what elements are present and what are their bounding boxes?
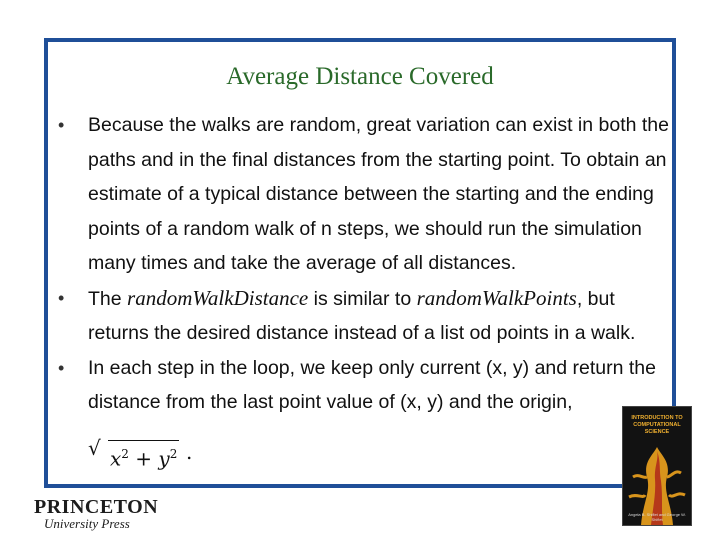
bullet-text-pre: The	[88, 287, 128, 310]
var-x: x	[110, 446, 122, 471]
bullet-dot: •	[58, 287, 65, 308]
bullet-text-mid: is similar to	[308, 287, 417, 310]
bullet-dot: •	[58, 357, 65, 378]
book-authors: Angela B. Shiflet and George W. Shiflet	[628, 512, 686, 522]
publisher-logo-subtitle: University Press	[44, 516, 130, 531]
bullet-item	[56, 281, 676, 351]
bullet-item	[56, 108, 676, 281]
bullet-item	[56, 351, 676, 420]
function-name: randomWalkPoints	[416, 285, 577, 310]
radical-sign: √	[88, 436, 101, 460]
book-cover-image	[622, 406, 692, 526]
bullet-dot: •	[58, 115, 65, 135]
bullet-text-post: , but returns the desired distance instead of a list od points in a walk.	[88, 287, 636, 344]
exponent: 2	[169, 447, 178, 461]
formula-end: .	[186, 440, 193, 464]
slide-title: Average Distance Covered	[226, 63, 494, 90]
bullet-text: Because the walks are random, great variation can exist in both the paths and in the final distances from the starting point. To obtain an estimate of a typical distance between the starting and the ending points of a random walk of n steps, we should run the simulation many times and take the average of all distances.	[88, 114, 669, 274]
plus-sign: +	[128, 446, 159, 471]
var-y: y	[158, 446, 170, 471]
bullet-list	[56, 108, 676, 420]
radicand	[108, 440, 179, 472]
exponent: 2	[121, 447, 129, 461]
book-title: INTRODUCTION TO COMPUTATIONAL SCIENCE	[631, 415, 683, 435]
function-name: randomWalkDistance	[127, 285, 309, 310]
bullet-text: In each step in the loop, we keep only current (x, y) and return the distance from the last point value of (x, y) and the origin,	[88, 356, 656, 413]
publisher-logo: PRINCETON	[34, 496, 159, 518]
